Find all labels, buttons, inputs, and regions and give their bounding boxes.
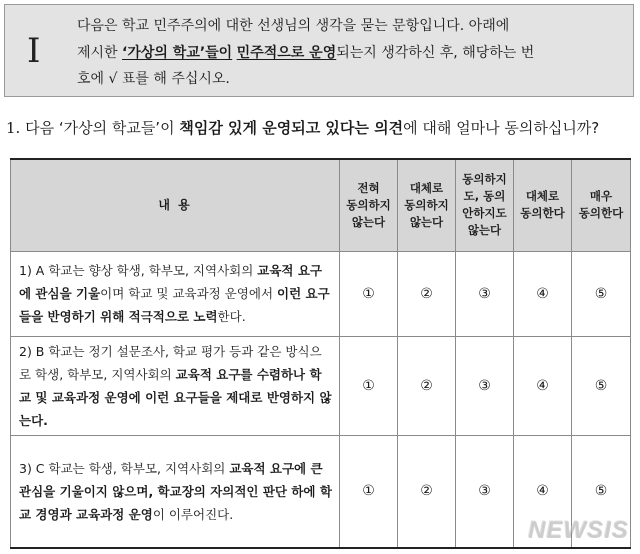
option-number: ⑤ xyxy=(594,377,608,394)
header-content: 내 용 xyxy=(11,159,340,251)
instruction-line-1: 다음은 학교 민주주의에 대한 선생님의 생각을 묻는 문항입니다. 아래에 xyxy=(77,18,510,34)
header-scale-4 xyxy=(514,159,572,251)
response-option-5[interactable] xyxy=(572,336,631,435)
item-text-a xyxy=(11,251,340,336)
response-option-3[interactable] xyxy=(456,336,514,435)
header-scale-5 xyxy=(572,159,631,251)
item-text-plain: 3) C 학교는 학생, 학부모, 지역사회의 xyxy=(19,460,230,476)
table-row xyxy=(11,336,631,435)
option-number: ① xyxy=(362,483,375,500)
response-option-2[interactable] xyxy=(398,435,456,548)
header-scale-line: 대체로 xyxy=(409,180,444,195)
header-scale-line: 않는다 xyxy=(351,214,386,229)
question-number: 1. xyxy=(6,119,21,137)
question-1 xyxy=(6,118,636,138)
response-option-1[interactable] xyxy=(340,336,398,435)
header-scale-2 xyxy=(398,159,456,251)
header-scale-line: 대체로 xyxy=(525,189,560,204)
item-text-plain: 이며 학교 및 교육과정 운영에서 xyxy=(100,286,277,301)
instruction-text xyxy=(77,13,625,93)
header-scale-line: 매우 xyxy=(589,189,613,204)
option-number: ② xyxy=(420,377,433,394)
instruction-line-2 xyxy=(77,40,625,67)
option-number: ③ xyxy=(478,483,491,500)
header-scale-line: 동의하지 xyxy=(404,197,449,212)
option-number: ⑤ xyxy=(594,285,608,302)
header-scale-line: 도, 동의 xyxy=(463,189,506,204)
response-option-5[interactable] xyxy=(572,251,631,336)
header-scale-3 xyxy=(456,159,514,251)
newsis-watermark: NEWSIS xyxy=(527,516,628,543)
header-scale-line: 않는다 xyxy=(467,223,502,238)
response-option-4[interactable] xyxy=(514,251,572,336)
table-row xyxy=(11,251,631,336)
header-scale-line: 전혀 xyxy=(357,180,380,195)
header-scale-line: 동의한다 xyxy=(578,206,624,221)
header-scale-line: 동의하지 xyxy=(462,172,507,187)
option-number: ④ xyxy=(536,377,549,394)
response-option-4[interactable] xyxy=(514,336,572,435)
instruction-emphasis-democratic: 민주적으로 운영 xyxy=(236,44,337,61)
option-number: ③ xyxy=(478,377,491,394)
instruction-line-2-post: 되는지 생각하신 후, 해당하는 번 xyxy=(336,44,535,61)
item-text-bold: 교육적 요구에 관심을 기울 xyxy=(19,263,323,301)
header-scale-line: 동의하지 xyxy=(346,197,391,212)
instruction-emphasis-virtual-schools: ‘가상의 학교’들이 xyxy=(122,44,233,61)
question-text-post: 에 대해 얼마나 동의하십니까? xyxy=(403,119,600,137)
option-number: ① xyxy=(362,377,375,394)
response-option-1[interactable] xyxy=(340,251,398,336)
header-scale-line: 않는다 xyxy=(409,214,444,229)
option-number: ⑤ xyxy=(594,483,608,500)
instruction-line-2-pre: 제시한 xyxy=(77,44,123,61)
question-emphasis: 책임감 있게 운영되고 있다는 의견 xyxy=(179,119,404,137)
item-text-b xyxy=(11,336,340,435)
item-text-c xyxy=(11,435,340,548)
section-numeral: I xyxy=(27,31,41,71)
item-text-plain: 한다. xyxy=(217,309,246,324)
option-number: ④ xyxy=(536,285,549,302)
item-text-plain: 1) A 학교는 향상 학생, 학부모, 지역사회의 xyxy=(19,263,258,278)
response-option-1[interactable] xyxy=(340,435,398,548)
item-text-plain: 2) B 학교는 정기 설문조사, 학교 평가 등과 같은 방식으로 학생, 학부모, 지역사회의 xyxy=(19,343,322,382)
question-text-pre: 다음 ‘가상의 학교들’이 xyxy=(20,119,180,137)
instruction-box xyxy=(4,4,634,97)
response-option-3[interactable] xyxy=(456,435,514,548)
survey-table xyxy=(10,158,631,549)
item-text-bold: 교육적 요구에 큰 관심을 기울이지 않으며, 학교장의 자의적인 판단 하에 학교 경영과 교육과정 운영 xyxy=(19,460,332,522)
item-text-plain: 이 이루어진다. xyxy=(152,506,234,522)
response-option-3[interactable] xyxy=(456,251,514,336)
item-text-bold: 교육적 요구를 수렴하나 학교 및 교육과정 운영에 이런 요구들을 제대로 반영하지 않는다. xyxy=(19,366,332,428)
instruction-line-3: 호에 √ 표를 해 주십시오. xyxy=(77,71,230,87)
option-number: ② xyxy=(420,483,433,500)
item-text-bold: 이런 요구들을 반영하기 위해 적극적으로 노력 xyxy=(19,286,330,324)
option-number: ① xyxy=(362,285,375,302)
header-scale-1 xyxy=(340,159,398,251)
response-option-2[interactable] xyxy=(398,336,456,435)
response-option-2[interactable] xyxy=(398,251,456,336)
option-number: ④ xyxy=(536,483,549,500)
header-scale-line: 안하지도 xyxy=(462,206,507,221)
option-number: ② xyxy=(420,285,433,302)
table-header-row xyxy=(11,159,631,251)
header-scale-line: 동의한다 xyxy=(520,206,565,221)
option-number: ③ xyxy=(478,285,491,302)
